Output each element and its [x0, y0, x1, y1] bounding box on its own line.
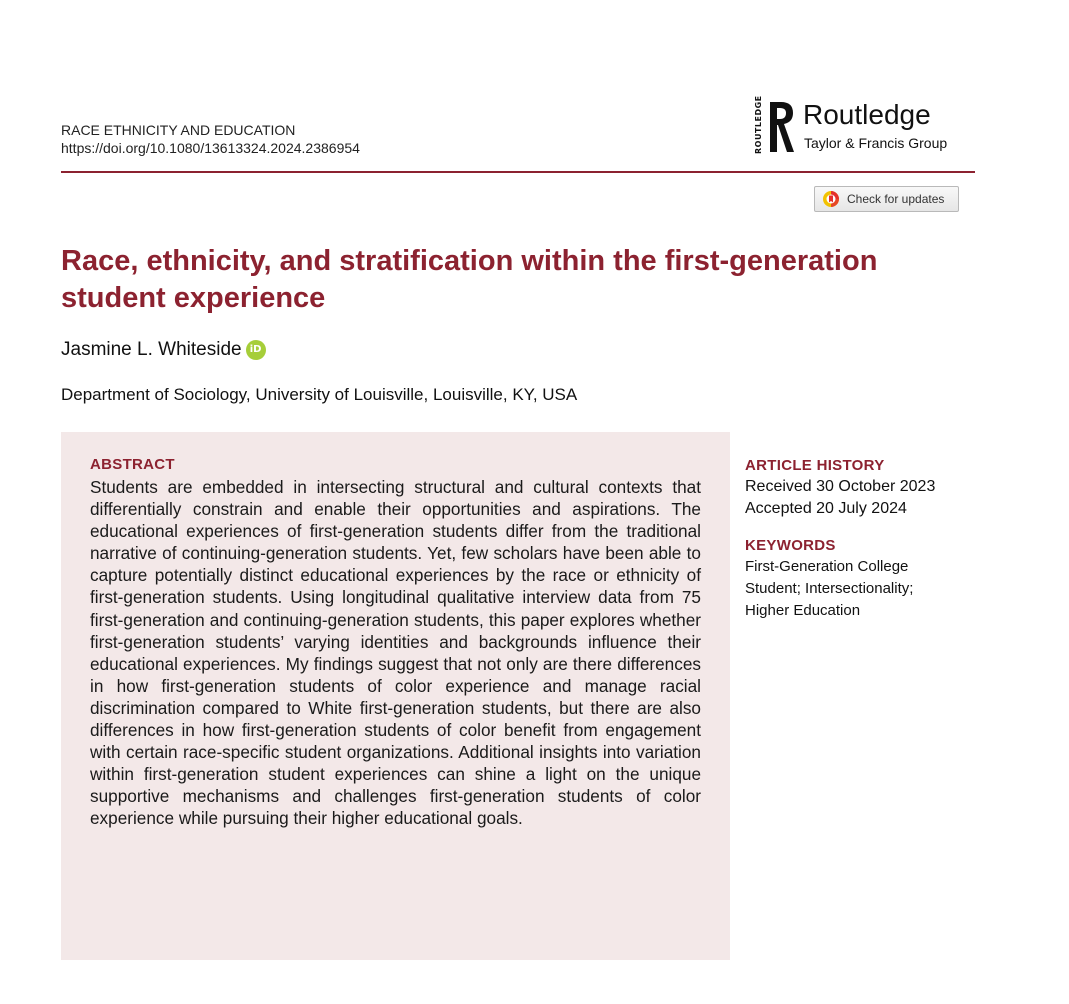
abstract-text: Students are embedded in intersecting structural and cultural contexts that differentially constrain and enable their opportunities and aspirations. The educational experiences of first-generation students differ from the traditional narrative of continuing-generation students. Yet, few scholars have been able to capture potentially distinct educational experiences by the race or ethnicity of first-generation students. Using longitudinal qualitative interview data from 75 first-generation and continuing-generation students, this paper explores whether first-generation students’ varying identities and backgrounds influence their educational experiences. My findings suggest that not only are there differences in how first-generation students of color experience and manage racial discrimination compared to White first-generation students, but there are also differences in how first-generation students of color benefit from engagement with certain race-specific student organizations. Additional insights into variation within first-generation student experiences can shine a light on the unique supportive mechanisms and challenges first-generation students of color experience while pursuing their higher educational goals. — [90, 477, 701, 829]
header-divider — [61, 171, 975, 173]
affiliation: Department of Sociology, University of Louisville, Louisville, KY, USA — [61, 385, 578, 404]
article-history-heading: ARTICLE HISTORY — [745, 457, 885, 474]
publisher-name: Routledge — [803, 99, 931, 130]
author-line — [61, 338, 266, 362]
crossmark-icon — [822, 190, 840, 208]
journal-header — [61, 121, 360, 157]
article-sidebar — [745, 456, 975, 622]
check-for-updates-label: Check for updates — [847, 192, 945, 206]
abstract-heading: ABSTRACT — [90, 456, 175, 473]
article-title: Race, ethnicity, and stratification within the first-generation student experience — [61, 245, 878, 314]
accepted-date: Accepted 20 July 2024 — [745, 500, 907, 517]
keywords-heading: KEYWORDS — [745, 537, 836, 554]
publisher-side-text: ROUTLEDGE — [754, 95, 763, 154]
received-date: Received 30 October 2023 — [745, 478, 936, 495]
check-for-updates-button[interactable] — [814, 186, 959, 212]
routledge-r-icon — [767, 98, 797, 156]
orcid-icon[interactable]: iD — [246, 340, 266, 360]
keywords-text: First-Generation College Student; Intersectionality; Higher Education — [745, 558, 914, 619]
journal-name: RACE ETHNICITY AND EDUCATION — [61, 122, 296, 138]
keywords-block — [745, 536, 975, 622]
abstract-box — [61, 432, 730, 960]
doi-link[interactable]: https://doi.org/10.1080/13613324.2024.2386954 — [61, 140, 360, 156]
publisher-logo — [754, 95, 969, 158]
author-name[interactable]: Jasmine L. Whiteside — [61, 339, 242, 360]
publisher-subtitle: Taylor & Francis Group — [804, 135, 948, 151]
